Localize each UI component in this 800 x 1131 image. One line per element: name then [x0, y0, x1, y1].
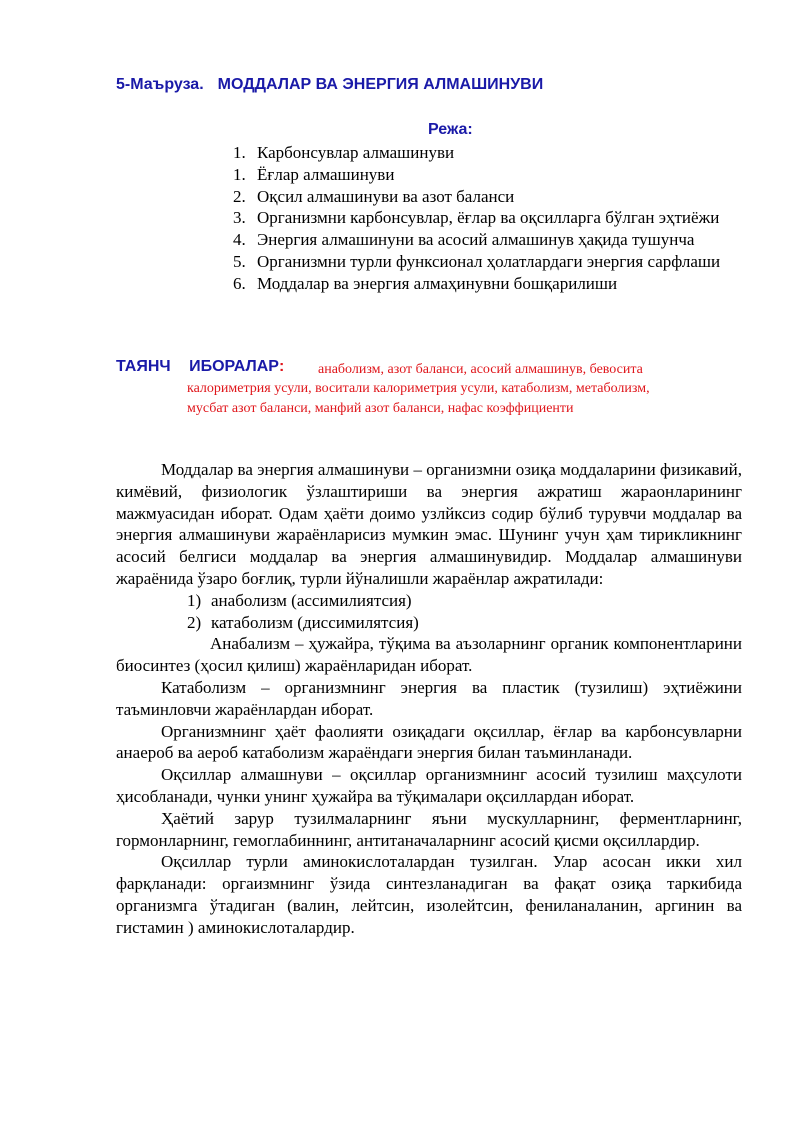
plan-item	[187, 251, 742, 273]
plan-item	[187, 207, 742, 229]
plan-item-text: Организмни карбонсувлар, ёғлар ва оқсилларга бўлган эҳтиёжи	[257, 208, 720, 228]
list-item-text: катаболизм (диссимилятсия)	[211, 612, 419, 632]
paragraph-catabolism: Катаболизм – организмнинг энергия ва пластик (тузилиш) эҳтиёжини таъминловчи жараёнлардан иборат.	[116, 677, 742, 719]
plan-item-text: Ёғлар алмашинуви	[257, 164, 395, 184]
plan-item-number: 4.	[233, 230, 246, 250]
list-item	[116, 612, 742, 634]
paragraph-anabolism: Анабализм – ҳужайра, тўқима ва аъзоларнинг органик компонентларини биосинтез (ҳосил қилиш) жараёнларидан иборат.	[116, 634, 742, 676]
plan-item	[187, 142, 742, 164]
plan-item-number: 3.	[233, 208, 246, 228]
plan-item	[187, 273, 742, 295]
plan-item-number: 1.	[233, 164, 246, 184]
key-terms-heading: ТАЯНЧ ИБОРАЛАР	[116, 358, 279, 375]
paragraph-amino-acids: Оқсиллар турли аминокислоталардан тузилган. Улар асосан икки хил фарқланади: оргаизмнинг ўзида синтезланадиган ва фақат озиқа таркибида организмга ўтадиган (валин, лейтсин, изолейтсин, фениланаланин, аргинин ва гистамин ) аминокислоталардир.	[116, 852, 742, 937]
plan-item-number: 1.	[233, 143, 246, 162]
paragraph-vital-structures: Ҳаётий зарур тузилмаларнинг яъни мускулларнинг, ферментларнинг, гормонларнинг, гемоглабиннинг, антитаначаларнинг асосий қисми оқсиллардир.	[116, 808, 742, 850]
list-item-text: анаболизм (ассимилиятсия)	[211, 590, 412, 610]
plan-item-number: 5.	[233, 251, 246, 271]
lecture-body	[116, 459, 742, 939]
list-item-number: 2)	[187, 612, 202, 632]
plan-item-text: Оқсил алмашинуви ва азот баланси	[257, 186, 515, 206]
lecture-title: МОДДАЛАР ВА ЭНЕРГИЯ АЛМАШИНУВИ	[217, 76, 544, 93]
key-terms-line-1: анаболизм, азот баланси, асосий алмашинув, бевосита	[318, 362, 643, 377]
lecture-number: 5-Маъруза.	[116, 76, 204, 93]
key-terms-colon: :	[278, 358, 285, 375]
key-terms-line-2: калориметрия усули, воситали калориметрия усули, катаболизм, метаболизм,	[187, 381, 650, 397]
key-terms-line-3: мусбат азот баланси, манфий азот баланси, нафас коэффициенти	[187, 400, 574, 416]
plan-item-text: Организмни турли функсионал ҳолатлардаги энергия сарфлаши	[257, 251, 721, 271]
key-terms-list	[116, 360, 728, 418]
plan-item	[187, 229, 742, 251]
process-list	[116, 590, 742, 634]
lecture-heading	[116, 76, 543, 94]
plan-item-text: Энергия алмашинуни ва асосий алмашинув ҳақида тушунча	[257, 230, 695, 250]
paragraph-intro: Моддалар ва энергия алмашинуви – организмни озиқа моддаларини физикавий, кимёвий, физиологик ўзлаштириши ва энергия ажратиш жараонларининг мажмуасидан иборат. Одам ҳаёти доимо узлйксиз содир бўлиб турувчи моддалар ва энергия алмашинуви жараёнларисиз мумкин эмас. Шунинг учун ҳам тирикликнинг асосий белгиси моддалар ва энергия алмашинувидир. Моддалар алмашинуви жараёнида ўзаро боғлиқ, турли йўналишли жараёнлар ажратилади:	[116, 460, 742, 588]
plan-title: Режа:	[428, 121, 473, 138]
plan-item	[187, 164, 742, 186]
plan-item-number: 2.	[233, 186, 246, 206]
list-item	[116, 590, 742, 612]
plan-item-text: Моддалар ва энергия алмаҳинувни бошқарилиши	[257, 273, 618, 293]
plan-list	[187, 142, 742, 295]
plan-item-number: 6.	[233, 273, 246, 293]
plan-item	[187, 186, 742, 208]
paragraph-protein-exchange: Оқсиллар алмашнуви – оқсиллар организмнинг асосий тузилиш маҳсулоти ҳисобланади, чунки унинг ҳужайра ва тўқималари оқсиллардан иборат.	[116, 765, 742, 806]
list-item-number: 1)	[187, 590, 202, 610]
paragraph-vital-activity: Организмнинг ҳаёт фаолияти озиқадаги оқсиллар, ёғлар ва карбонсувларни анаероб ва аероб катаболизм жараёндаги энергия билан таъминланади.	[116, 721, 742, 763]
plan-item-text: Карбонсувлар алмашинуви	[257, 143, 455, 162]
